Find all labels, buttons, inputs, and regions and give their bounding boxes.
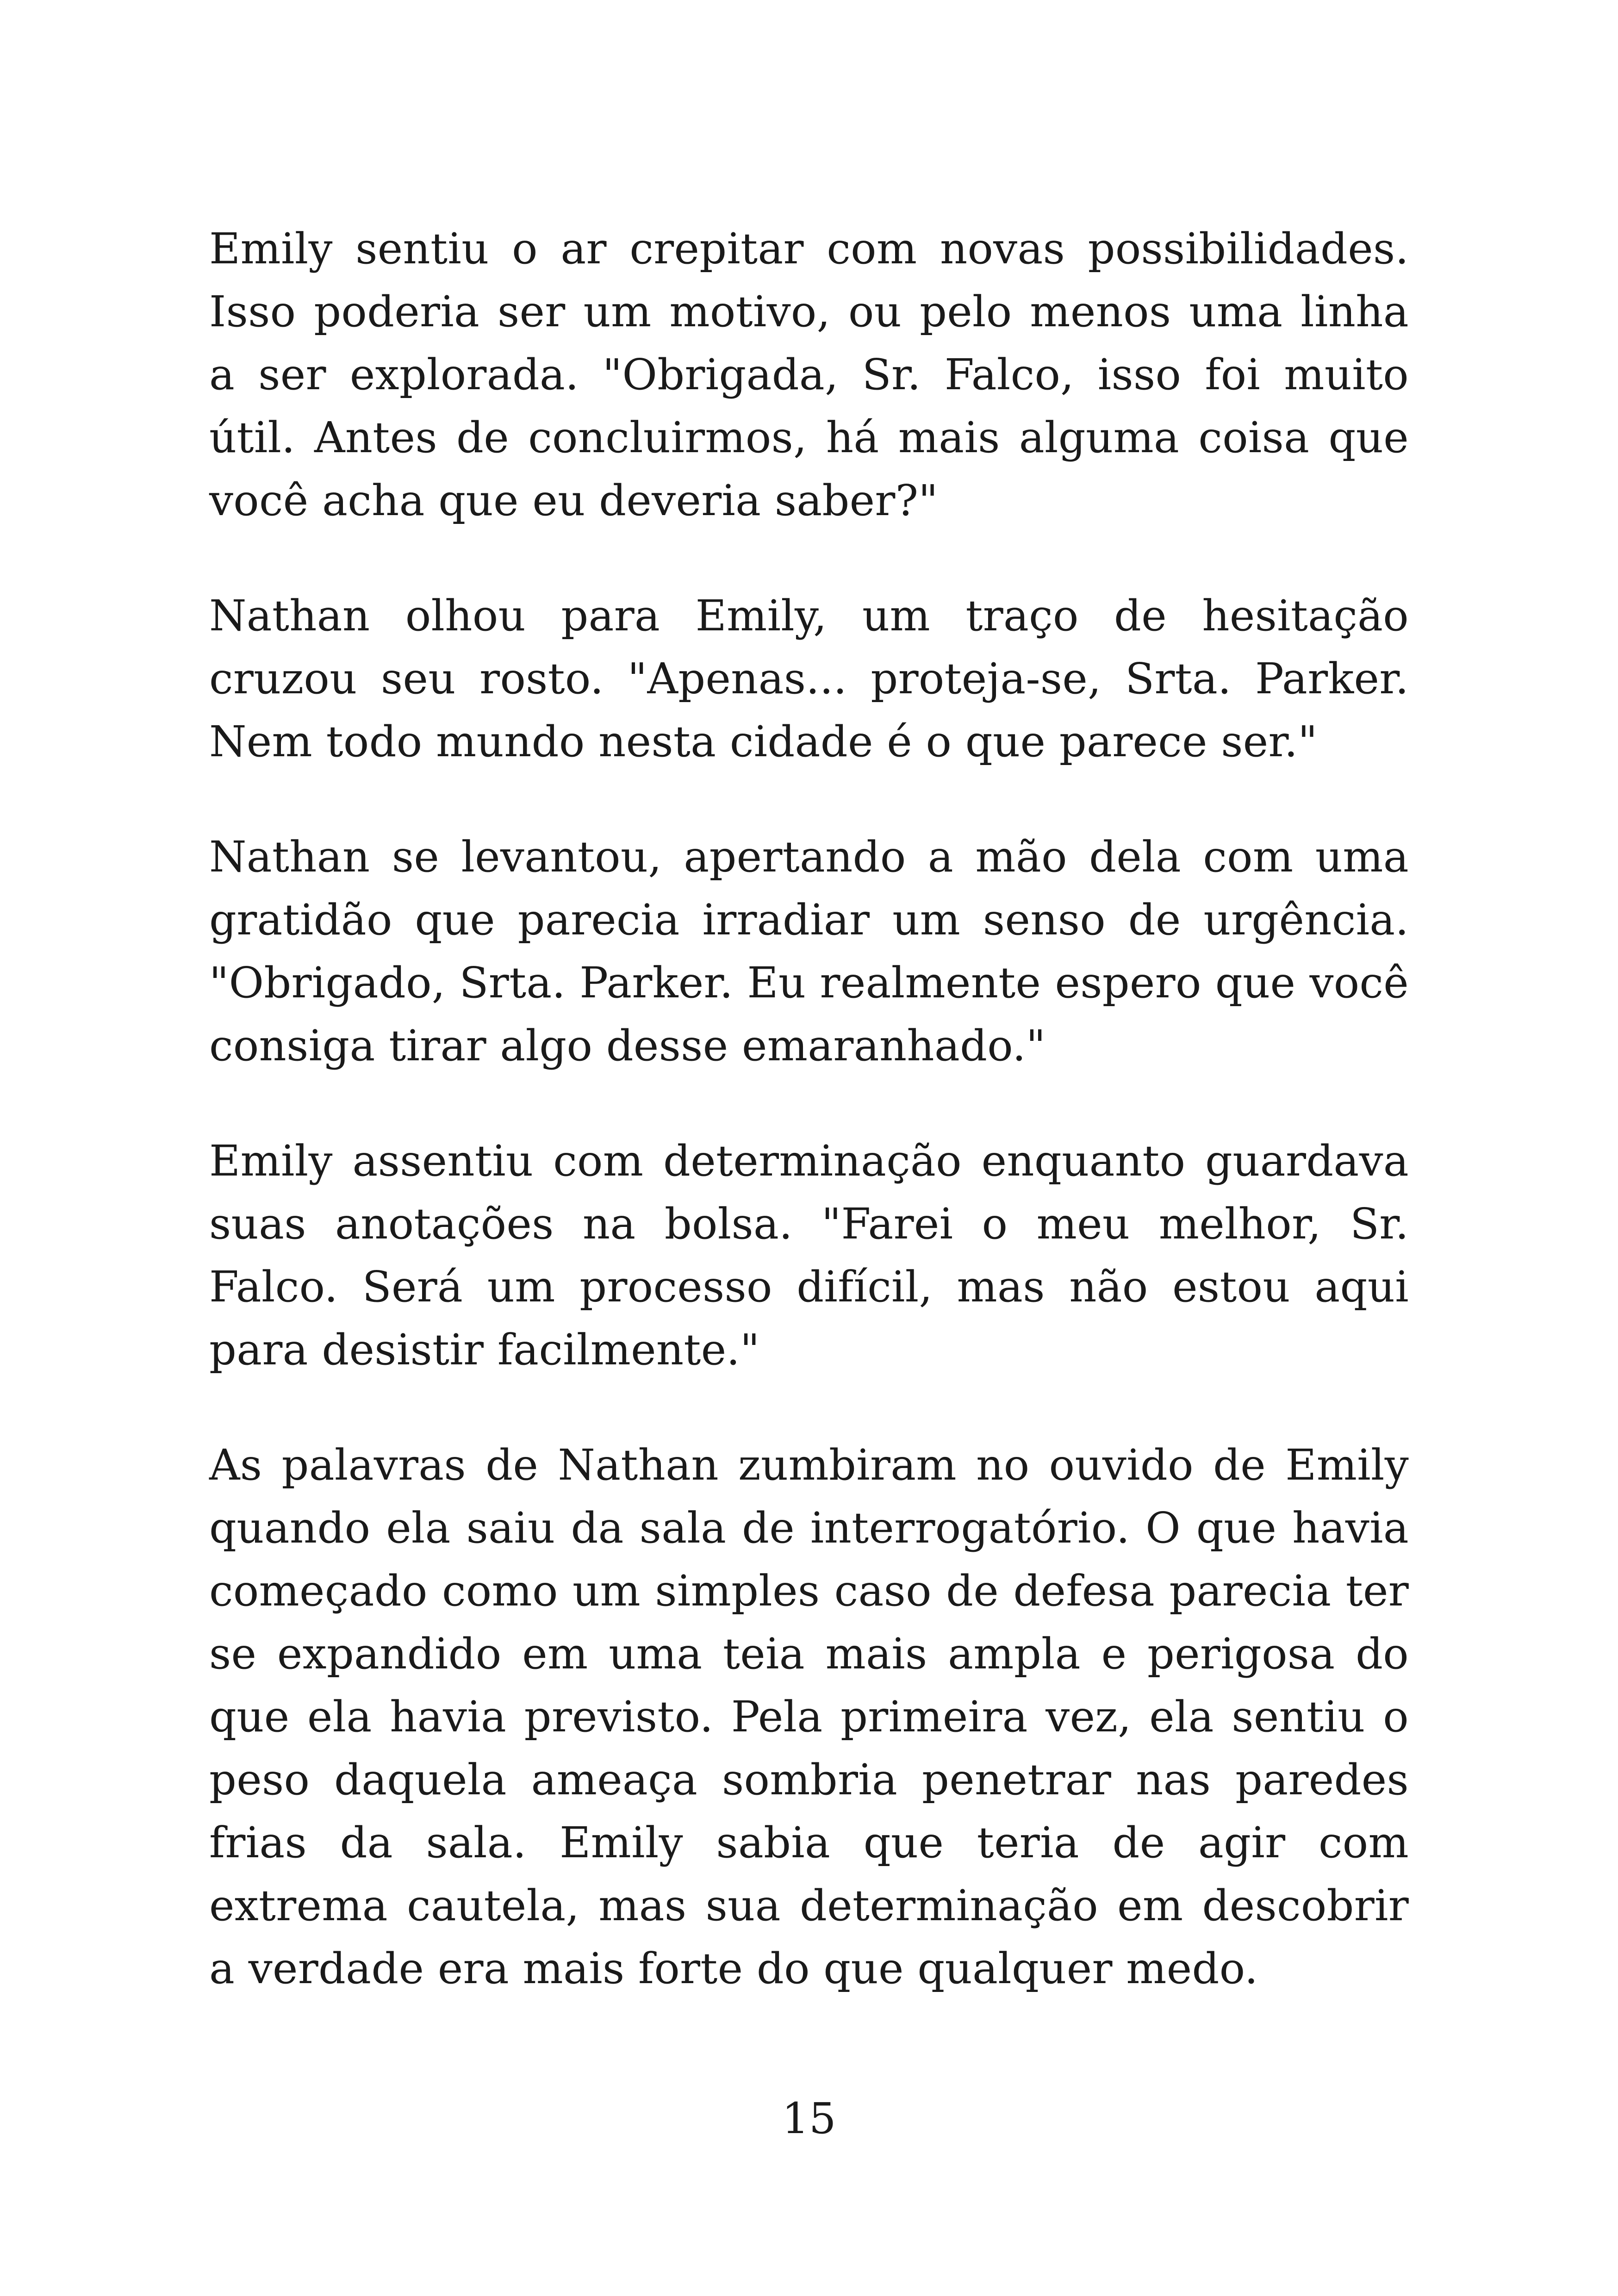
paragraph-1: Emily sentiu o ar crepitar com novas possibilidades. Isso poderia ser um motivo, ou pelo menos uma linha a ser explorada. "Obrigada, Sr. Falco, isso foi muito útil. Antes de concluirmos, há mais alguma coisa que você acha que eu deveria saber?" <box>209 224 1409 525</box>
paragraph-4: Emily assentiu com determinação enquanto guardava suas anotações na bolsa. "Farei o meu melhor, Sr. Falco. Será um processo difícil, mas não estou aqui para desistir facilmente." <box>209 1136 1409 1375</box>
page-number: 15 <box>782 2094 836 2143</box>
paragraph-5: As palavras de Nathan zumbiram no ouvido de Emily quando ela saiu da sala de interrogatório. O que havia começado como um simples caso de defesa parecia ter se expandido em uma teia mais ampla e perigosa do que ela havia previsto. Pela primeira vez, ela sentiu o peso daquela ameaça sombria penetrar nas paredes frias da sala. Emily sabia que teria de agir com extrema cautela, mas sua determinação em descobrir a verdade era mais forte do que qualquer medo. <box>209 1440 1409 1993</box>
paragraph-2: Nathan olhou para Emily, um traço de hesitação cruzou seu rosto. "Apenas... proteja-se, Srta. Parker. Nem todo mundo nesta cidade é o que parece ser." <box>209 591 1409 766</box>
paragraph-3: Nathan se levantou, apertando a mão dela com uma gratidão que parecia irradiar um senso de urgência. "Obrigado, Srta. Parker. Eu realmente espero que você consiga tirar algo desse emaranhado." <box>209 832 1409 1070</box>
body-text <box>209 218 1409 2053</box>
